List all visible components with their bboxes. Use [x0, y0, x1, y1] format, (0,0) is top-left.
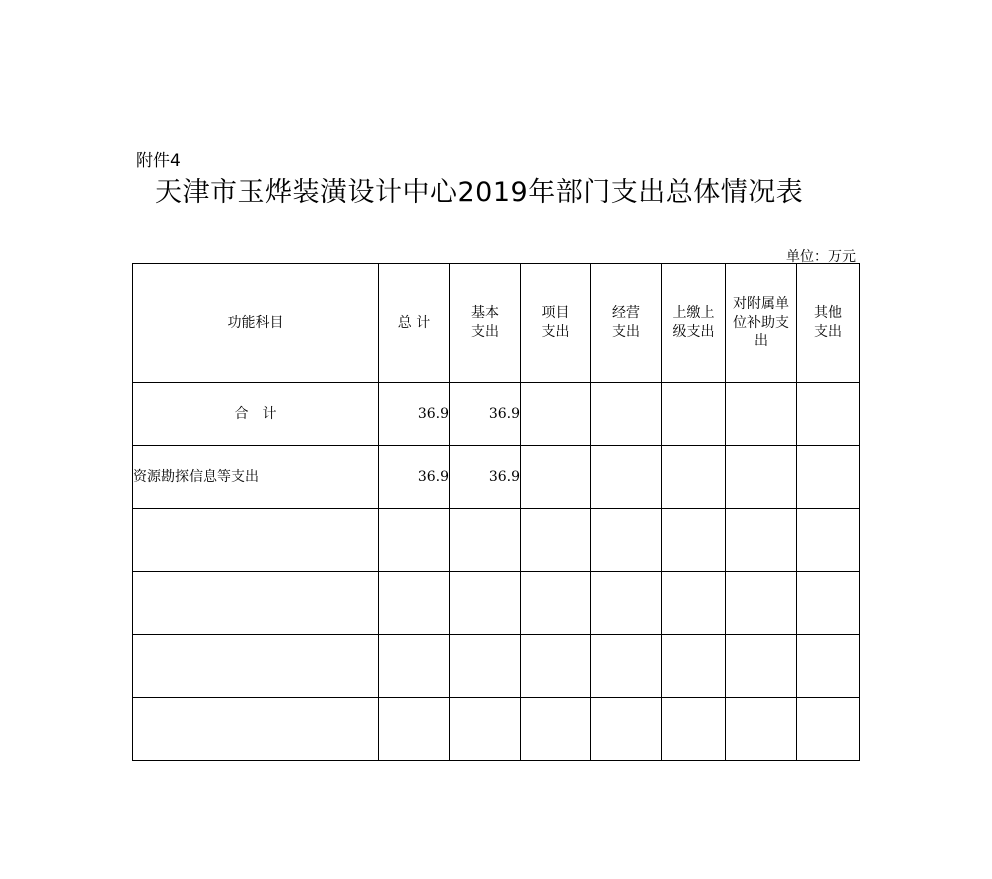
cell-subject: 合 计	[133, 383, 379, 446]
table-row	[133, 509, 860, 572]
cell-basic	[450, 698, 521, 761]
header-project-expense: 项目 支出	[521, 264, 591, 383]
cell-project	[521, 509, 591, 572]
header-total: 总 计	[379, 264, 450, 383]
cell-subsidy	[726, 383, 797, 446]
cell-other	[797, 509, 860, 572]
cell-other	[797, 698, 860, 761]
table-row	[133, 635, 860, 698]
cell-total	[379, 509, 450, 572]
cell-total	[379, 698, 450, 761]
table-row	[133, 446, 860, 509]
cell-remit	[662, 383, 726, 446]
cell-subsidy	[726, 635, 797, 698]
cell-operating	[591, 572, 662, 635]
header-other-expense: 其他 支出	[797, 264, 860, 383]
cell-project	[521, 446, 591, 509]
cell-subject: 资源勘探信息等支出	[133, 446, 379, 509]
cell-subject	[133, 509, 379, 572]
cell-basic: 36.9	[450, 446, 521, 509]
cell-total	[379, 572, 450, 635]
cell-subject	[133, 635, 379, 698]
cell-remit	[662, 509, 726, 572]
cell-project	[521, 383, 591, 446]
cell-project	[521, 635, 591, 698]
cell-total: 36.9	[379, 383, 450, 446]
header-operating-expense: 经营 支出	[591, 264, 662, 383]
header-basic-expense: 基本 支出	[450, 264, 521, 383]
expense-table	[132, 263, 860, 761]
cell-subject	[133, 572, 379, 635]
cell-operating	[591, 698, 662, 761]
page-title: 天津市玉烨装潢设计中心2019年部门支出总体情况表	[155, 177, 804, 208]
cell-operating	[591, 383, 662, 446]
unit-label: 单位：万元	[786, 249, 856, 265]
cell-subsidy	[726, 509, 797, 572]
cell-total	[379, 635, 450, 698]
cell-other	[797, 383, 860, 446]
cell-basic	[450, 509, 521, 572]
cell-other	[797, 635, 860, 698]
attachment-label: 附件4	[136, 151, 181, 171]
cell-subsidy	[726, 698, 797, 761]
cell-subsidy	[726, 572, 797, 635]
cell-remit	[662, 698, 726, 761]
cell-basic: 36.9	[450, 383, 521, 446]
header-subsidy-affiliates: 对附属单 位补助支 出	[726, 264, 797, 383]
cell-basic	[450, 572, 521, 635]
cell-project	[521, 572, 591, 635]
table-row	[133, 698, 860, 761]
cell-other	[797, 572, 860, 635]
cell-operating	[591, 635, 662, 698]
cell-subject	[133, 698, 379, 761]
table-header-row	[133, 264, 860, 383]
cell-remit	[662, 572, 726, 635]
header-remit-superior: 上缴上 级支出	[662, 264, 726, 383]
cell-operating	[591, 509, 662, 572]
table-row	[133, 572, 860, 635]
cell-basic	[450, 635, 521, 698]
cell-project	[521, 698, 591, 761]
header-function-subject: 功能科目	[133, 264, 379, 383]
cell-remit	[662, 635, 726, 698]
cell-subsidy	[726, 446, 797, 509]
cell-total: 36.9	[379, 446, 450, 509]
cell-operating	[591, 446, 662, 509]
cell-remit	[662, 446, 726, 509]
cell-other	[797, 446, 860, 509]
table-row-total	[133, 383, 860, 446]
